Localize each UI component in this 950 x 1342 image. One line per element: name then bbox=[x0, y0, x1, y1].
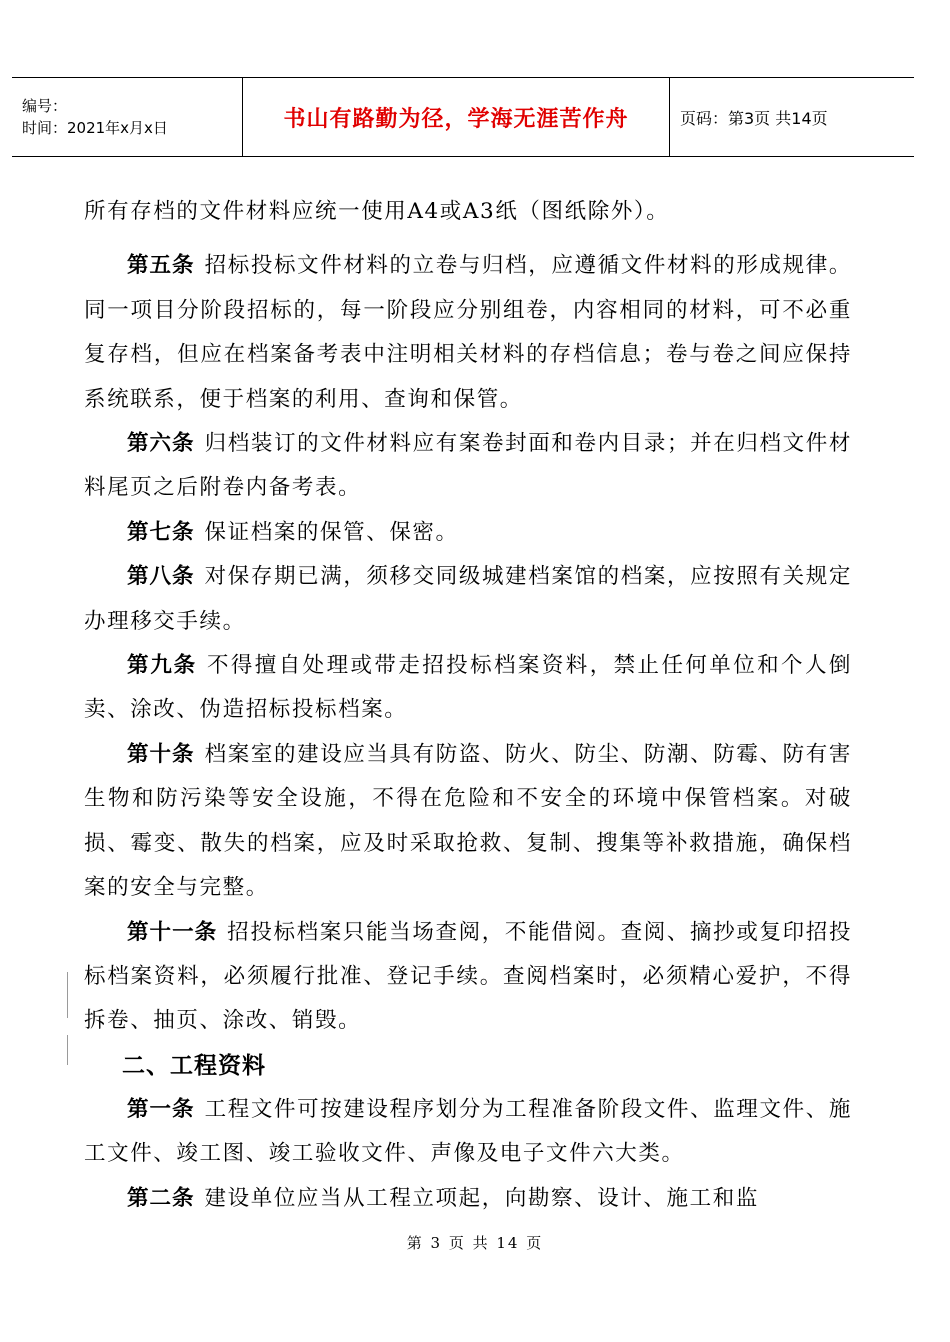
article-text: 招投标档案只能当场查阅，不能借阅。查阅、摘抄或复印招投标档案资料，必须履行批准、登记手续。查阅档案时，必须精心爱护，不得拆卷、抽页、涂改、销毁。 bbox=[84, 919, 852, 1034]
page-header bbox=[12, 77, 914, 157]
article-label: 第十一条 bbox=[127, 919, 218, 945]
article-label: 第五条 bbox=[127, 253, 195, 279]
article-label: 第八条 bbox=[127, 564, 195, 590]
document-number-label: 编号： bbox=[22, 97, 68, 115]
section-heading: 二、工程资料 bbox=[122, 1051, 266, 1079]
article-label: 第二条 bbox=[127, 1185, 195, 1211]
article-8 bbox=[84, 555, 852, 644]
article-text: 工程文件可按建设程序划分为工程准备阶段文件、监理文件、施工文件、竣工图、竣工验收文件、声像及电子文件六大类。 bbox=[84, 1096, 852, 1167]
article-11 bbox=[84, 911, 852, 1044]
document-time-label: 时间：2021年x月x日 bbox=[22, 119, 168, 137]
margin-change-bar bbox=[67, 972, 68, 1018]
article-2 bbox=[84, 1177, 852, 1221]
article-9 bbox=[84, 644, 852, 733]
article-text: 保证档案的保管、保密。 bbox=[204, 519, 459, 545]
article-text: 建设单位应当从工程立项起，向勘察、设计、施工和监 bbox=[204, 1185, 759, 1211]
article-7 bbox=[84, 511, 852, 555]
article-text: 档案室的建设应当具有防盗、防火、防尘、防潮、防霉、防有害生物和防污染等安全设施，不得在危险和不安全的环境中保管档案。对破损、霉变、散失的档案，应及时采取抢救、复制、搜集等补救措施，确保档案的安全与完整。 bbox=[84, 741, 852, 901]
article-text: 对保存期已满，须移交同级城建档案馆的档案，应按照有关规定办理移交手续。 bbox=[84, 564, 852, 634]
article-label: 第六条 bbox=[127, 431, 195, 457]
article-6 bbox=[84, 422, 852, 511]
article-text: 不得擅自处理或带走招投标档案资料，禁止任何单位和个人倒卖、涂改、伪造招标投标档案。 bbox=[84, 653, 852, 723]
document-body bbox=[84, 190, 852, 1221]
article-label: 第十条 bbox=[127, 741, 195, 767]
article-label: 第一条 bbox=[127, 1096, 195, 1122]
header-page-info: 页码：第3页 共14页 bbox=[680, 108, 828, 128]
header-motto: 书山有路勤为径，学海无涯苦作舟 bbox=[243, 78, 670, 156]
paragraph: 所有存档的文件材料应统一使用A4或A3纸（图纸除外）。 bbox=[84, 199, 670, 224]
article-text: 招标投标文件材料的立卷与归档，应遵循文件材料的形成规律。同一项目分阶段招标的，每一阶段应分别组卷，内容相同的材料，可不必重复存档，但应在档案备考表中注明相关材料的存档信息；卷与卷之间应保持系统联系，便于档案的利用、查询和保管。 bbox=[84, 253, 852, 412]
page-footer: 第 3 页 共 14 页 bbox=[406, 1234, 544, 1252]
header-meta bbox=[12, 78, 243, 156]
margin-change-bar bbox=[67, 1035, 68, 1065]
article-label: 第七条 bbox=[127, 519, 195, 545]
article-1 bbox=[84, 1088, 852, 1177]
article-label: 第九条 bbox=[127, 653, 197, 679]
article-10 bbox=[84, 733, 852, 911]
article-5 bbox=[84, 244, 852, 422]
article-text: 归档装订的文件材料应有案卷封面和卷内目录；并在归档文件材料尾页之后附卷内备考表。 bbox=[84, 431, 852, 501]
